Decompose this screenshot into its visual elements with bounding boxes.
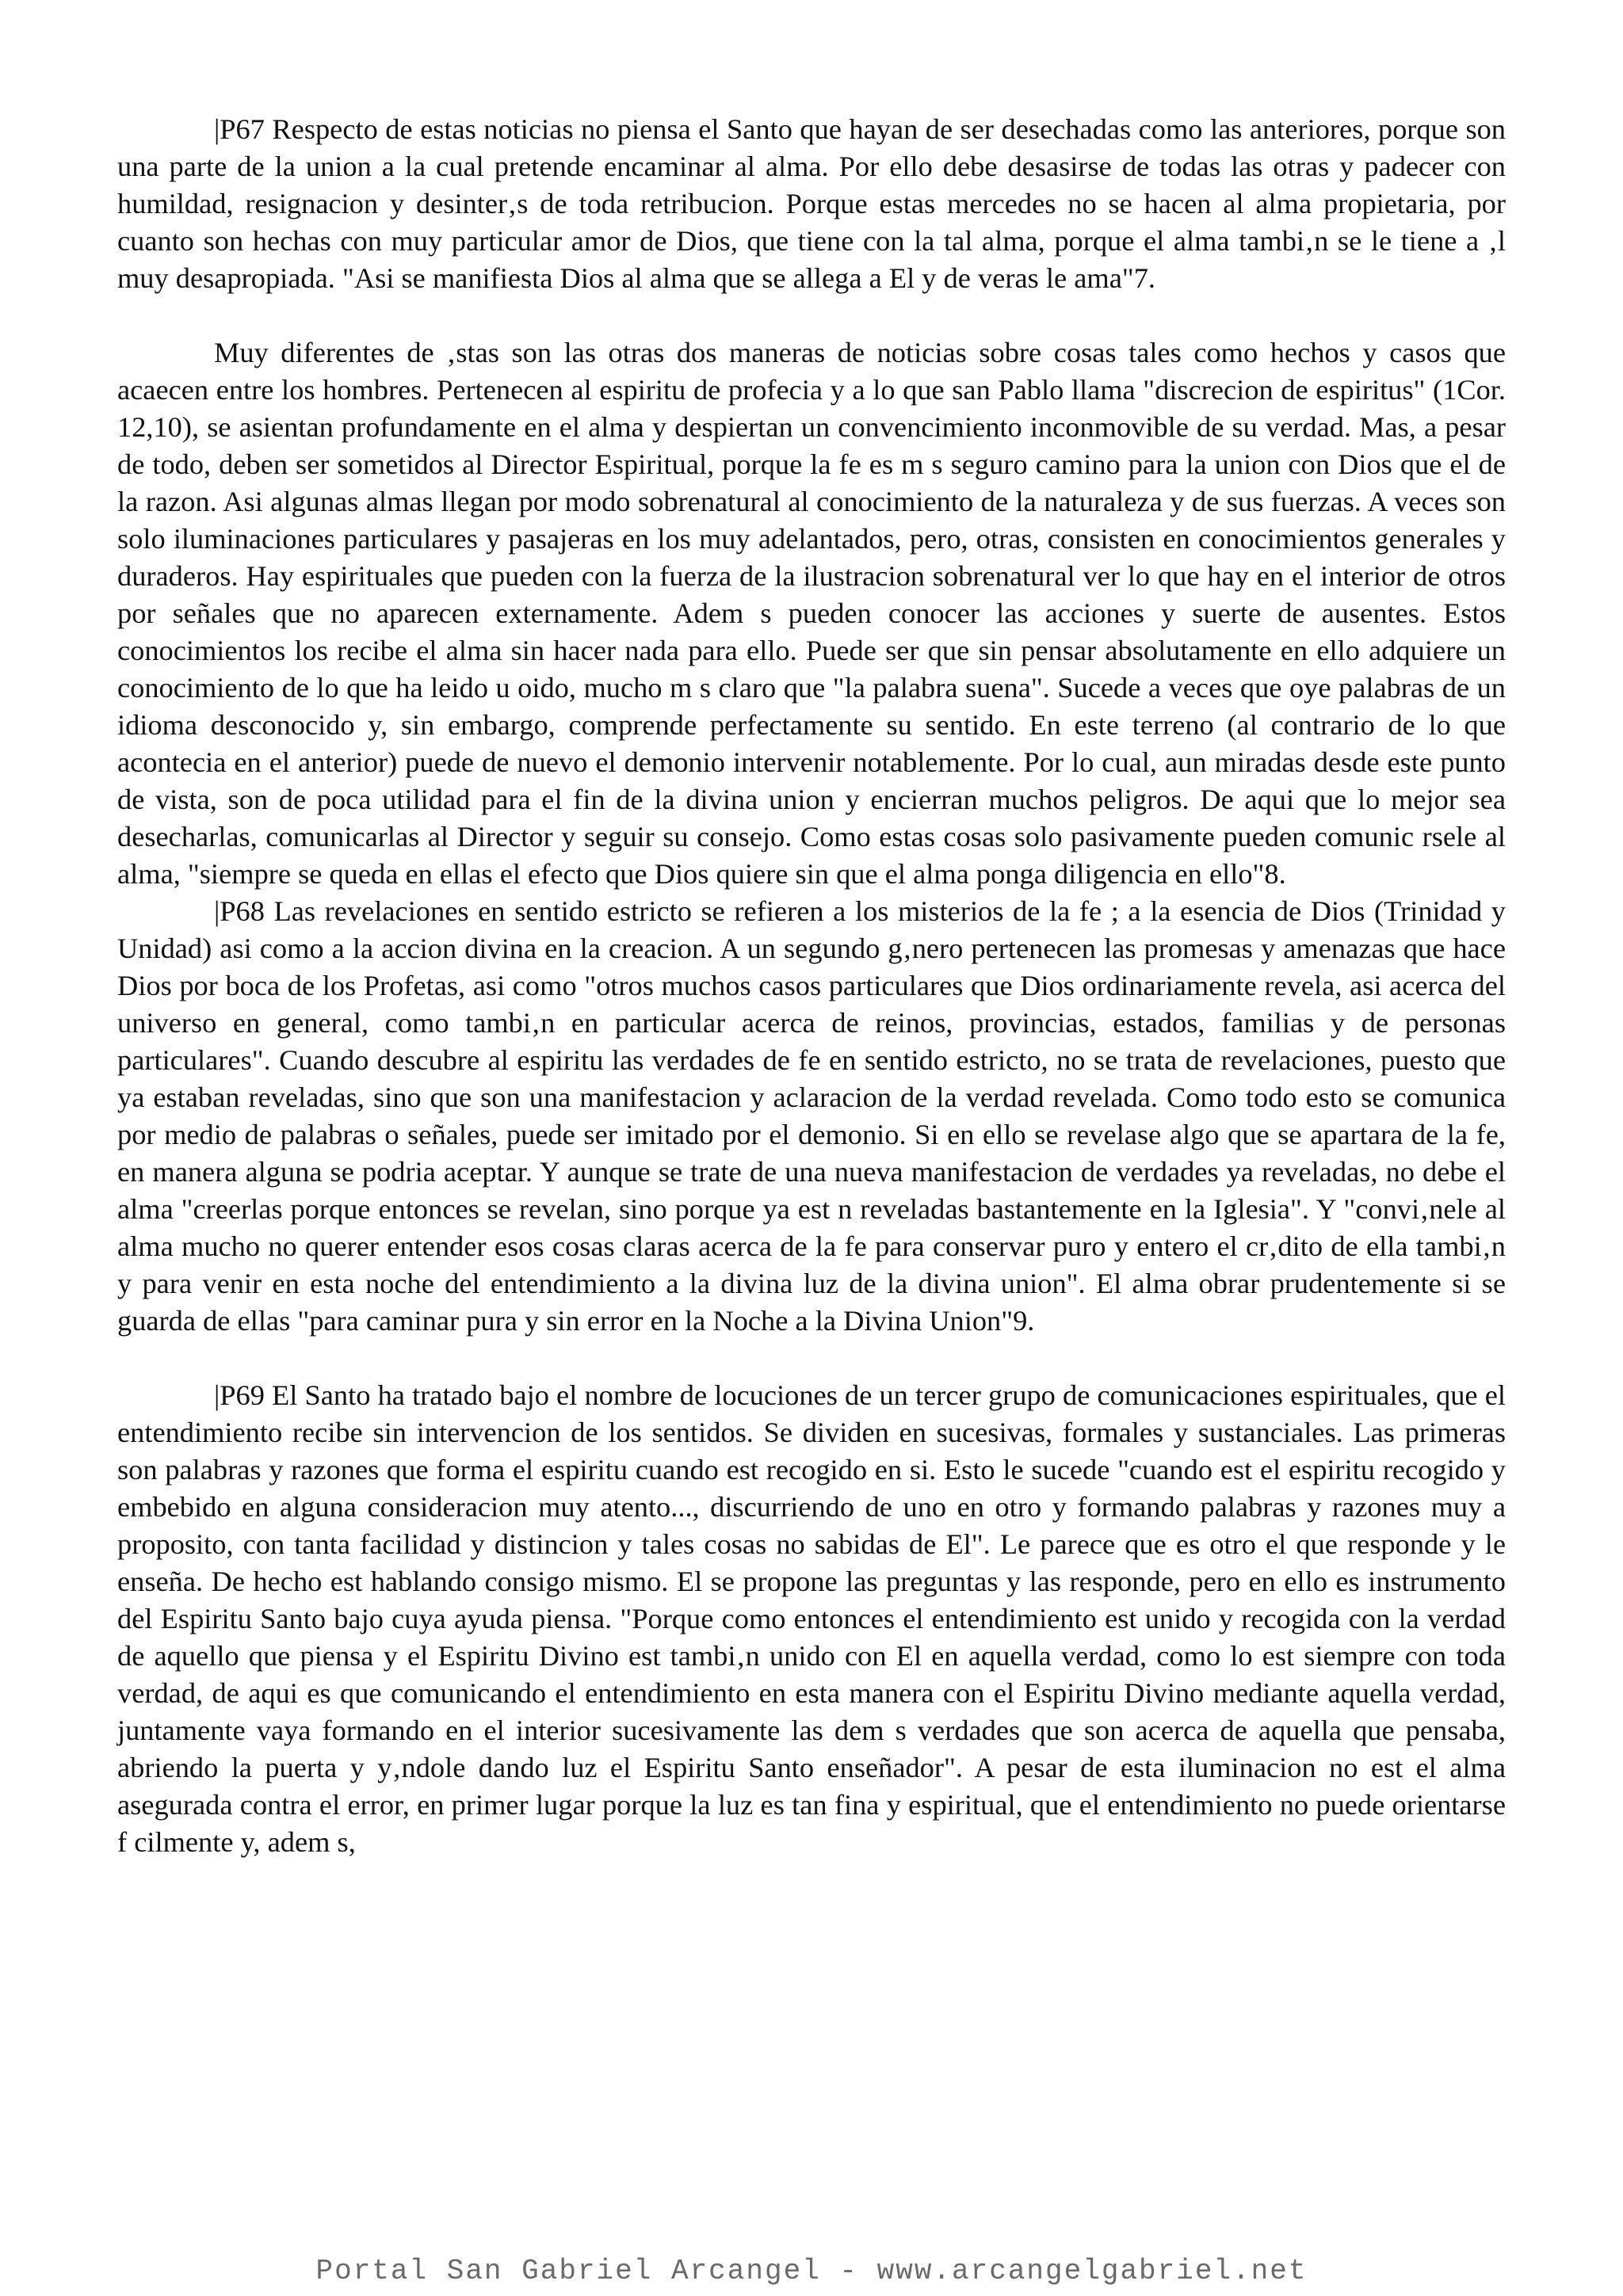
paragraph-p68: |P68 Las revelaciones en sentido estricto se refieren a los misterios de la fe ; a la esencia de Dios (Trinidad y Unidad) asi como a la accion divina en la creacion. A un segundo g‚nero pertenecen las promesas y amenazas que hace Dios por boca de los Profetas, asi como "otros muchos casos particulares que Dios ordinariamente revela, asi acerca del universo en general, como tambi‚n en particular acerca de reinos, provincias, estados, familias y de personas particulares". Cuando descubre al espiritu las verdades de fe en sentido estricto, no se trata de revelaciones, puesto que ya estaban reveladas, sino que son una manifestacion y aclaracion de la verdad revelada. Como todo esto se comunica por medio de palabras o señales, puede ser imitado por el demonio. Si en ello se revelase algo que se apartara de la fe, en manera alguna se podria aceptar. Y aunque se trate de una nueva manifestacion de verdades ya reveladas, no debe el alma "creerlas porque entonces se revelan, sino porque ya est n reveladas bastantemente en la Iglesia". Y "convi‚nele al alma mucho no querer entender esos cosas claras acerca de la fe para conservar puro y entero el cr‚dito de ella tambi‚n y para venir en esta noche del entendimiento a la divina luz de la divina union". El alma obrar prudentemente si se guarda de ellas "para caminar pura y sin error en la Noche a la Divina Union"9. <box>117 895 1506 1337</box>
document-body <box>117 111 1506 1861</box>
paragraph-spacer <box>117 297 1506 334</box>
page-footer: Portal San Gabriel Arcangel - www.arcangelgabriel.net <box>315 2255 1308 2287</box>
paragraph-p67: |P67 Respecto de estas noticias no piensa el Santo que hayan de ser desechadas como las anteriores, porque son una parte de la union a la cual pretende encaminar al alma. Por ello debe desasirse de todas las otras y padecer con humildad, resignacion y desinter‚s de toda retribucion. Porque estas mercedes no se hacen al alma propietaria, por cuanto son hechas con muy particular amor de Dios, que tiene con la tal alma, porque el alma tambi‚n se le tiene a ‚l muy desapropiada. "Asi se manifiesta Dios al alma que se allega a El y de veras le ama"7. <box>117 113 1506 294</box>
paragraph-spacer <box>117 1340 1506 1377</box>
paragraph-p69: |P69 El Santo ha tratado bajo el nombre de locuciones de un tercer grupo de comunicaciones espirituales, que el entendimiento recibe sin intervencion de los sentidos. Se dividen en sucesivas, formales y sustanciales. Las primeras son palabras y razones que forma el espiritu cuando est recogido en si. Esto le sucede "cuando est el espiritu recogido y embebido en alguna consideracion muy atento..., discurriendo de uno en otro y formando palabras y razones muy a proposito, con tanta facilidad y distincion y tales cosas no sabidas de El". Le parece que es otro el que responde y le enseña. De hecho est hablando consigo mismo. El se propone las preguntas y las responde, pero en ello es instrumento del Espiritu Santo bajo cuya ayuda piensa. "Porque como entonces el entendimiento est unido y recogida con la verdad de aquello que piensa y el Espiritu Divino est tambi‚n unido con El en aquella verdad, como lo est siempre con toda verdad, de aqui es que comunicando el entendimiento en esta manera con el Espiritu Divino mediante aquella verdad, juntamente vaya formando en el interior sucesivamente las dem s verdades que son acerca de aquella que pensaba, abriendo la puerta y y‚ndole dando luz el Espiritu Santo enseñador". A pesar de esta iluminacion no est el alma asegurada contra el error, en primer lugar porque la luz es tan fina y espiritual, que el entendimiento no puede orientarse f cilmente y, adem s, <box>117 1379 1506 1858</box>
paragraph-noticias: Muy diferentes de ‚stas son las otras dos maneras de noticias sobre cosas tales como hechos y casos que acaecen entre los hombres. Pertenecen al espiritu de profecia y a lo que san Pablo llama "discrecion de espiritus" (1Cor. 12,10), se asientan profundamente en el alma y despiertan un convencimiento inconmovible de su verdad. Mas, a pesar de todo, deben ser sometidos al Director Espiritual, porque la fe es m s seguro camino para la union con Dios que el de la razon. Asi algunas almas llegan por modo sobrenatural al conocimiento de la naturaleza y de sus fuerzas. A veces son solo iluminaciones particulares y pasajeras en los muy adelantados, pero, otras, consisten en conocimientos generales y duraderos. Hay espirituales que pueden con la fuerza de la ilustracion sobrenatural ver lo que hay en el interior de otros por señales que no aparecen externamente. Adem s pueden conocer las acciones y suerte de ausentes. Estos conocimientos los recibe el alma sin hacer nada para ello. Puede ser que sin pensar absolutamente en ello adquiere un conocimiento de lo que ha leido u oido, mucho m s claro que "la palabra suena". Sucede a veces que oye palabras de un idioma desconocido y, sin embargo, comprende perfectamente su sentido. En este terreno (al contrario de lo que acontecia en el anterior) puede de nuevo el demonio intervenir notablemente. Por lo cual, aun miradas desde este punto de vista, son de poca utilidad para el fin de la divina union y encierran muchos peligros. De aqui que lo mejor sea desecharlas, comunicarlas al Director y seguir su consejo. Como estas cosas solo pasivamente pueden comunic rsele al alma, "siempre se queda en ellas el efecto que Dios quiere sin que el alma ponga diligencia en ello"8. <box>117 337 1506 890</box>
